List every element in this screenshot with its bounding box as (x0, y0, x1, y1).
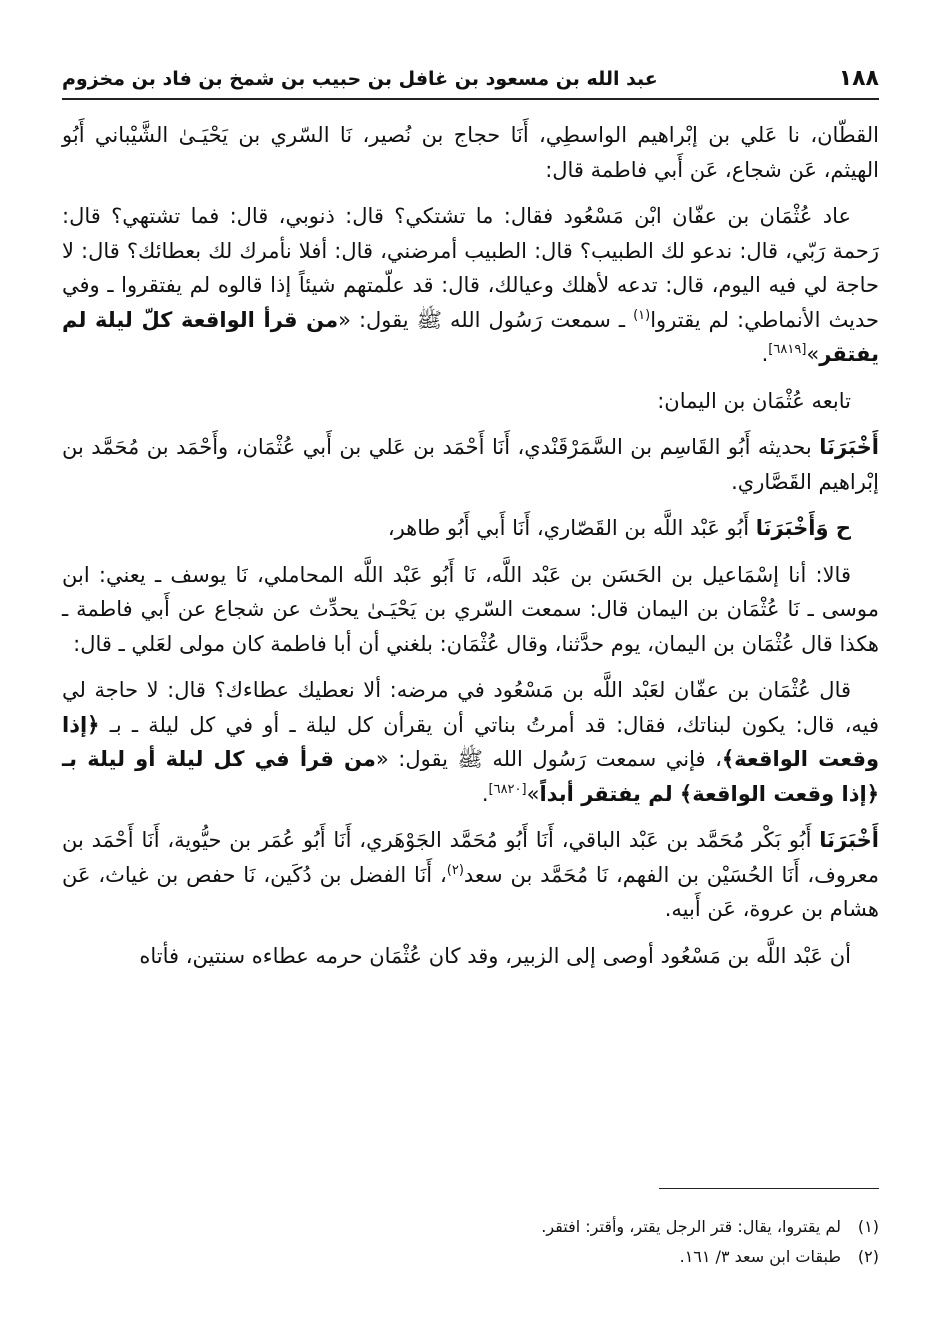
hadith-2-matn: من قرأ في كل ليلة أو ليلة بـ ﴿إذا وقعت الواقعة﴾ لم يفتقر أبداً (62, 747, 879, 806)
surah-reference-1: ﴿إذا وقعت الواقعة﴾ (62, 712, 880, 771)
akhbarana-3: أَخْبَرَنَا (819, 828, 879, 852)
paragraph-isnad-1: القطّان، نا عَلي بن إبْراهيم الواسطِي، أَنَا حجاج بن نُصير، نَا السّري بن يَحْيَـىٰ الشَّيْباني أَبُو الهيثم، عَن شجاع، عَن أَبي فاطمة قال: (62, 123, 879, 182)
hadith-1-period: . (761, 342, 769, 366)
paragraph-isnad-2 (62, 430, 879, 499)
isnad-5-text: أَبُو بَكْر مُحَمَّد بن عَبْد الباقي، أَنَا أَبُو مُحَمَّد الجَوْهَري، أَنَا أَبُو عُمَر بن حيُّوية، أَنَا أَحْمَد بن معروف، أَنَا الحُسَيْن بن الفهم، نَا مُحَمَّد بن سعد (62, 828, 880, 887)
hadith-number-6820: [٦٨٢٠] (488, 781, 527, 797)
hadith-1-close-quote: » (806, 342, 820, 366)
paragraph-isnad-3 (62, 511, 879, 546)
footnote-1 (62, 1212, 879, 1242)
footnote-divider (659, 1188, 879, 1189)
footnote-ref-1: (١) (633, 307, 651, 323)
hadith-2-period: . (481, 781, 489, 806)
paragraph-isnad-5 (62, 823, 879, 927)
paragraph-khabar: أن عَبْد اللَّه بن مَسْعُود أوصى إلى الزبير، وقد كان عُثْمَان حرمه عطاءه سنتين، فأتاه (139, 943, 851, 968)
footnotes (62, 1212, 879, 1272)
paragraph-hadith-1 (62, 199, 879, 372)
hadith-1-text-b: ـ سمعت رَسُول الله ﷺ يقول: « (338, 307, 634, 332)
paragraph-mutaba: تابعه عُثْمَان بن اليمان: (657, 388, 851, 413)
footnote-1-text: لم يقتروا، يقال: قتر الرجل يقتر، وأقتر: افتقر. (541, 1217, 841, 1236)
hadith-number-6819: [٦٨١٩] (768, 342, 807, 357)
footnote-2-number: (٢) (857, 1247, 879, 1266)
isnad-3-text: أَبُو عَبْد اللَّه بن القَصّاري، أَنَا أَبي أَبُو طاهر، (387, 516, 756, 540)
footnote-ref-2: (٢) (446, 862, 464, 878)
isnad-5-text-b: ، أَنَا الفضل بن دُكَين، نَا حفص بن غياث، عَن هشام بن عروة، عَن أَبيه. (62, 862, 879, 921)
hadith-2-text-b: ، فإني سمعت رَسُول الله ﷺ يقول: « (375, 747, 722, 771)
akhbarana-2: ح وَأَخْبَرَنَا (755, 516, 851, 540)
running-title: عبد الله بن مسعود بن غافل بن حبيب بن شمخ بن فاد بن مخزوم (62, 68, 658, 90)
footnote-2 (62, 1242, 879, 1272)
page-header (62, 58, 879, 100)
isnad-2-text: بحديثه أَبُو القَاسِم بن السَّمَرْقَنْدي، أَنَا أَحْمَد بن عَلي بن أَبي عُثْمَان، وأَحْمَد بن مُحَمَّد بن إبْراهيم القَصَّاري. (62, 435, 879, 494)
page-body (62, 118, 879, 973)
akhbarana-1: أَخْبَرَنَا (819, 435, 879, 459)
hadith-1-text: عاد عُثْمَان بن عفّان ابْن مَسْعُود فقال: ما تشتكي؟ قال: ذنوبي، قال: فما تشتهي؟ قال: رَحمة رَبّي، قال: ندعو لك الطبيب؟ قال: الطبيب أمرضني، قال: أفلا نأمرك لك بعطائك؟ قال: لا حاجة لي فيه اليوم، قال: تدعه لأهلك وعيالك، قال: قد علّمتهم شيئاً إذا قالوه لم يفتقروا ـ وفي حديث الأنماطي: لم يقتروا (62, 204, 879, 332)
hadith-2-text: قال عُثْمَان بن عفّان لعَبْد اللَّه بن مَسْعُود في مرضه: ألا نعطيك عطاءك؟ قال: لا حاجة لي فيه، قال: يكون لبناتك، فقال: قد أمرتُ بناتي أن يقرأن كل ليلة ـ أو في كل ليلة ـ بـ (62, 678, 879, 737)
paragraph-isnad-4: قالا: أنا إسْمَاعيل بن الحَسَن بن عَبْد اللَّه، نَا أَبُو عَبْد اللَّه المحاملي، نَا يوسف ـ يعني: ابن موسى ـ نَا عُثْمَان بن اليمان قال: سمعت السّري بن يَحْيَـىٰ يحدِّث عن شجاع عن أَبي فاطمة ـ هكذا قال عُثْمَان بن اليمان، يوم حدَّثنا، وقال عُثْمَان: بلغني أن أبا فاطمة كان مولى لعَلي ـ قال: (62, 562, 879, 656)
page-number: ١٨٨ (838, 66, 879, 91)
paragraph-hadith-2 (62, 673, 879, 811)
footnote-1-number: (١) (857, 1217, 879, 1236)
hadith-2-close-quote: » (526, 781, 540, 806)
hadith-1-matn: من قرأ الواقعة كلّ ليلة لم يفتقر (62, 307, 879, 366)
footnote-2-text: طبقات ابن سعد ٣/ ١٦١. (679, 1247, 841, 1266)
